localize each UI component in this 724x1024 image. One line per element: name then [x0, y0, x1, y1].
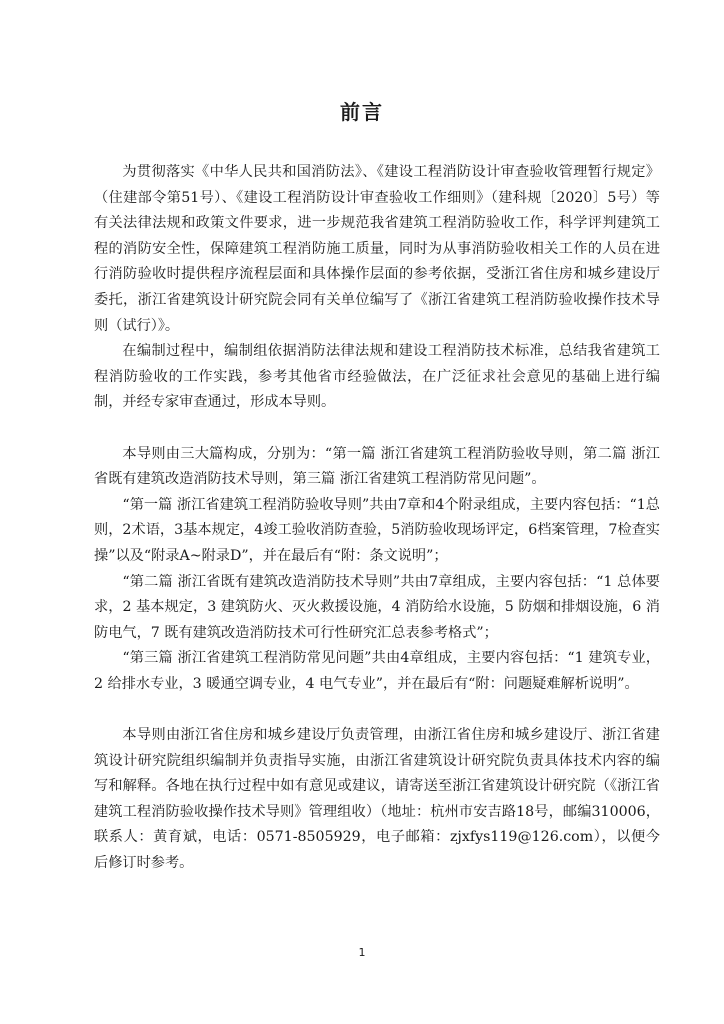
paragraph-gap — [94, 697, 660, 723]
paragraph-part-one: “第一篇 浙江省建筑工程消防验收导则”共由7章和4个附录组成，主要内容包括：“1总则，2术语，3基本规定，4竣工验收消防查验，5消防验收现场评定，6档案管理，7检查实操”以及“附录A~附录D”，并在最后有“附：条文说明”； — [94, 496, 660, 564]
paragraph-structure: 本导则由三大篇构成，分别为：“第一篇 浙江省建筑工程消防验收导则，第二篇 浙江省既有建筑改造消防技术导则，第三篇 浙江省建筑工程消防常见问题”。 — [94, 445, 660, 488]
paragraph-purpose: 为贯彻落实《中华人民共和国消防法》、《建设工程消防设计审查验收管理暂行规定》（住建部令第51号）、《建设工程消防设计审查验收工作细则》（建科规〔2020〕5号）等有关法律法规和政策文件要求，进一步规范我省建筑工程消防验收工作，科学评判建筑工程的消防安全性，保障建筑工程消防施工质量，同时为从事消防验收相关工作的人员在进行消防验收时提供程序流程层面和具体操作层面的参考依据，受浙江省住房和城乡建设厅委托，浙江省建筑设计研究院会同有关单位编写了《浙江省建筑工程消防验收操作技术导则（试行）》。 — [94, 164, 660, 334]
preface-body — [94, 160, 660, 877]
paragraph-part-two: “第二篇 浙江省既有建筑改造消防技术导则”共由7章组成，主要内容包括：“1 总体要求，2 基本规定，3 建筑防火、灭火救援设施，4 消防给水设施，5 防烟和排烟设施，6 消防电气，7 既有建筑改造消防技术可行性研究汇总表参考格式”； — [94, 573, 660, 641]
page-title: 前言 — [340, 100, 384, 124]
paragraph-compilation: 在编制过程中，编制组依据消防法律法规和建设工程消防技术标准，总结我省建筑工程消防验收的工作实践，参考其他省市经验做法，在广泛征求社会意见的基础上进行编制，并经专家审查通过，形成本导则。 — [94, 343, 660, 411]
paragraph-management-contact: 本导则由浙江省住房和城乡建设厅负责管理，由浙江省住房和城乡建设厅、浙江省建筑设计研究院组织编制并负责指导实施，由浙江省建筑设计研究院负责具体技术内容的编写和解释。各地在执行过程中如有意见或建议，请寄送至浙江省建筑设计研究院（《浙江省建筑工程消防验收操作技术导则》管理组收）（地址：杭州市安吉路18号，邮编310006，联系人：黄育斌，电话：0571-8505929，电子邮箱：zjxfys119@126.com），以便今后修订时参考。 — [94, 727, 660, 872]
paragraph-gap — [94, 416, 660, 442]
page-number: 1 — [358, 946, 366, 959]
paragraph-part-three: “第三篇 浙江省建筑工程消防常见问题”共由4章组成，主要内容包括：“1 建筑专业，2 给排水专业，3 暖通空调专业，4 电气专业”，并在最后有“附：问题疑难解析说明”。 — [94, 650, 660, 692]
